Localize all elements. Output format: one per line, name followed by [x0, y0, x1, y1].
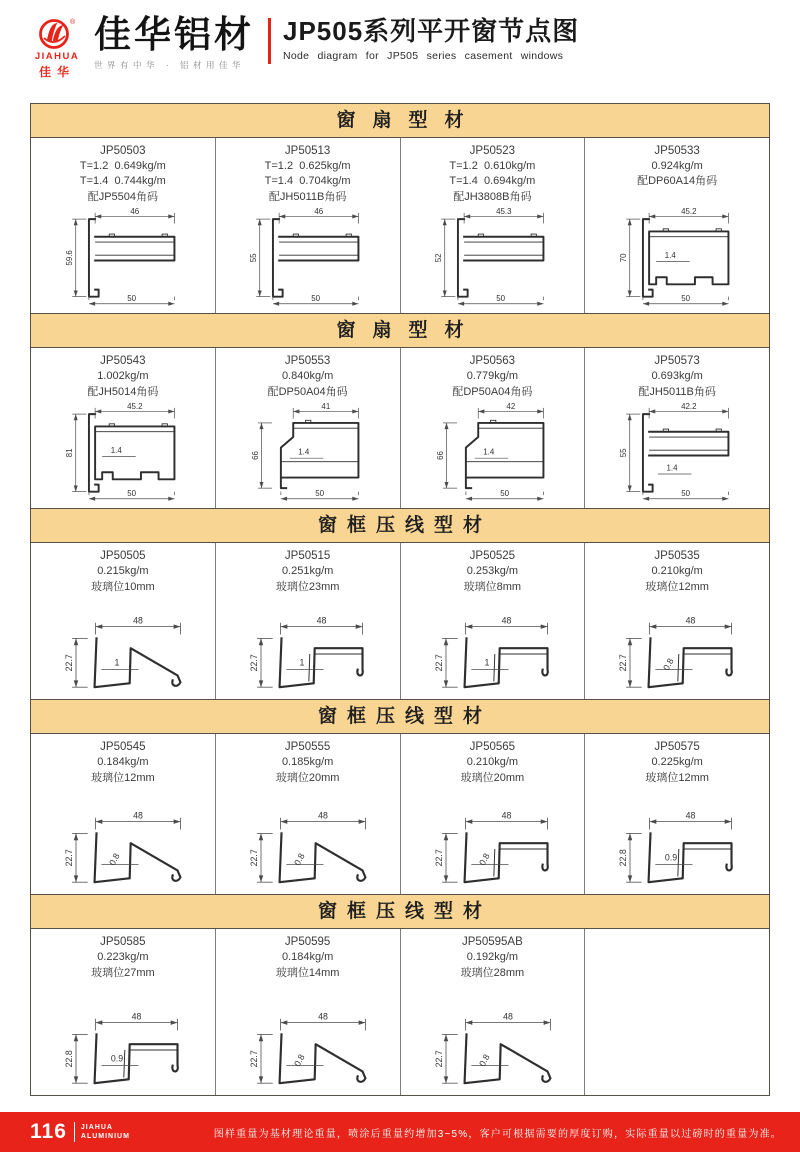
jiahua-logo-icon: [35, 16, 79, 50]
profile-cell: [31, 348, 215, 508]
page-footer: [0, 1112, 800, 1152]
dim-label: 22.7: [64, 849, 75, 867]
profile-code: JP50505: [100, 550, 146, 563]
profile-cell: [400, 138, 585, 313]
profile-spec: 玻璃位12mm: [645, 580, 709, 593]
section-title: 窗扇型材: [336, 320, 481, 342]
dim-label: 50: [681, 294, 690, 304]
profile-spec: 玻璃位14mm: [275, 966, 340, 979]
profile-spec: 0.192kg/m: [466, 951, 519, 964]
profile-cell: [31, 734, 215, 894]
profile-spec: 玻璃位8mm: [463, 580, 522, 593]
dim-label: 50: [681, 489, 690, 499]
registered-mark: ®: [70, 19, 76, 26]
page-number: 116: [30, 1120, 67, 1143]
dim-label: 48: [131, 1011, 142, 1022]
brand-cn: 佳华: [38, 65, 75, 79]
profile-cell: [215, 543, 400, 699]
section-title: 窗框压线型材: [317, 515, 492, 537]
profile-spec: 0.184kg/m: [281, 951, 334, 964]
profile-spec: T=1.4 0.694kg/m: [449, 175, 536, 188]
profile-spec: T=1.2 0.649kg/m: [79, 160, 166, 173]
footer-brand-line1: JIAHUA: [80, 1123, 113, 1131]
brand-logo: [28, 16, 86, 80]
profile-diagram: [413, 400, 572, 504]
dim-label: 1: [299, 657, 305, 668]
dim-label: 46: [314, 207, 324, 217]
profile-diagram: [35, 1009, 211, 1091]
profile-cell: [400, 929, 585, 1095]
profile-spec: 0.225kg/m: [651, 756, 703, 769]
profile-cell: [584, 138, 769, 313]
dim-label: 1.4: [483, 447, 495, 457]
profile-spec: 0.693kg/m: [651, 370, 703, 383]
footer-brand: [81, 1123, 130, 1141]
dim-label: 50: [496, 294, 506, 304]
dim-label: 59.6: [64, 250, 74, 266]
profile-diagram: [44, 205, 203, 309]
dim-label: 48: [133, 615, 143, 626]
profile-code: JP50503: [100, 145, 146, 157]
dim-label: 41: [321, 401, 331, 411]
dim-label: 0.9: [110, 1053, 124, 1064]
profile-spec: 0.210kg/m: [651, 565, 703, 578]
profile-spec: 0.184kg/m: [97, 756, 149, 769]
footer-brand-line2: ALUMINIUM: [80, 1133, 130, 1140]
profile-spec: T=1.2 0.610kg/m: [449, 160, 536, 173]
dim-label: 22.7: [64, 654, 75, 672]
dim-label: 22.7: [433, 849, 444, 867]
profile-code: JP50555: [284, 741, 331, 754]
dim-label: 48: [317, 810, 328, 821]
profile-cell: [584, 543, 769, 699]
dim-label: 22.8: [64, 1050, 75, 1068]
dim-label: 48: [502, 1011, 513, 1022]
title-block: [283, 16, 579, 62]
dim-label: 48: [133, 810, 143, 821]
profile-diagram: [598, 400, 757, 504]
dim-label: 48: [316, 615, 327, 626]
dim-label: 42.2: [680, 401, 697, 411]
dim-label: 1.4: [110, 446, 122, 456]
profile-cell: [584, 929, 769, 1095]
profile-spec: 配JH5011B角码: [638, 385, 716, 398]
profile-cell: [215, 138, 400, 313]
profile-spec: 配JH5011B角码: [268, 190, 347, 203]
dim-label: 0.8: [476, 1052, 492, 1069]
page-title: JP505系列平开窗节点图: [283, 16, 580, 46]
dim-label: 66: [251, 451, 261, 461]
profile-row: [30, 348, 770, 508]
dim-label: 1: [114, 657, 120, 668]
dim-label: 50: [315, 489, 325, 499]
dim-label: 22.7: [248, 849, 259, 867]
dim-label: 42: [506, 401, 516, 411]
dim-label: 1: [484, 657, 489, 668]
profile-spec: 1.002kg/m: [97, 370, 149, 383]
profile-spec: T=1.4 0.704kg/m: [264, 175, 351, 188]
profile-spec: 玻璃位20mm: [460, 771, 525, 784]
profile-code: JP50595: [284, 936, 331, 949]
dim-label: 46: [129, 207, 139, 217]
profile-code: JP50523: [469, 145, 516, 157]
profile-spec: 0.840kg/m: [281, 370, 334, 383]
dim-label: 1.4: [666, 463, 678, 473]
section-title: 窗框压线型材: [317, 901, 492, 923]
dim-label: 22.7: [618, 654, 629, 672]
dim-label: 1.4: [664, 251, 676, 261]
dim-label: 45.2: [680, 207, 697, 217]
profile-spec: 配DP50A04角码: [452, 385, 533, 398]
dim-label: 1.4: [298, 447, 310, 457]
profile-diagram: [220, 613, 396, 695]
profile-cell: [31, 138, 215, 313]
profile-code: JP50545: [100, 741, 146, 754]
dim-label: 22.7: [433, 1050, 444, 1068]
dim-label: 48: [501, 615, 511, 626]
profile-spec: 配JH5014角码: [87, 385, 159, 398]
dim-label: 70: [618, 253, 628, 263]
brand-name: 佳华铝材: [94, 14, 254, 55]
profile-code: JP50565: [469, 741, 516, 754]
profile-spec: 玻璃位28mm: [460, 966, 525, 979]
profile-diagram: [35, 808, 211, 890]
dim-label: 48: [685, 615, 696, 626]
section-header: [30, 699, 770, 734]
dim-label: 55: [249, 253, 259, 263]
profile-spec: 0.253kg/m: [466, 565, 519, 578]
profile-spec: 玻璃位23mm: [275, 580, 340, 593]
profile-diagram: [589, 808, 765, 890]
dim-label: 52: [434, 253, 444, 263]
profile-code: JP50585: [100, 936, 146, 949]
profile-cell: [584, 348, 769, 508]
profile-cell: [400, 543, 585, 699]
dim-label: 48: [501, 810, 511, 821]
profile-cell: [215, 734, 400, 894]
dim-label: 55: [618, 448, 628, 458]
dim-label: 22.7: [248, 1050, 259, 1068]
brand-tagline: 世界有中华 · 铝材用佳华: [94, 59, 246, 70]
dim-label: 22.8: [618, 849, 629, 867]
profile-spec: 0.251kg/m: [281, 565, 334, 578]
profile-spec: 玻璃位27mm: [91, 966, 155, 979]
page-subtitle: Node diagram for JP505 series casement windows: [283, 49, 564, 62]
profile-spec: 配JH3808B角码: [453, 190, 532, 203]
profile-diagram: [405, 808, 581, 890]
profile-code: JP50573: [654, 355, 700, 368]
profile-cell: [31, 929, 215, 1095]
dim-label: 50: [126, 294, 136, 304]
profile-code: JP50533: [654, 145, 700, 157]
dim-label: 0.8: [291, 851, 307, 868]
profile-code: JP50525: [469, 550, 516, 563]
dim-label: 50: [126, 489, 136, 499]
dim-label: 0.9: [665, 852, 678, 863]
dim-label: 48: [685, 810, 696, 821]
brand-en: JIAHUA: [34, 51, 80, 62]
profile-spec: 0.210kg/m: [466, 756, 519, 769]
profile-spec: 玻璃位20mm: [275, 771, 340, 784]
dim-label: 0.8: [661, 656, 676, 673]
profile-diagram: [405, 613, 581, 695]
profile-code: JP50595AB: [462, 936, 523, 949]
profile-cell: [215, 929, 400, 1095]
dim-label: 0.8: [476, 851, 492, 868]
profile-spec: 玻璃位12mm: [91, 771, 155, 784]
profile-cell: [31, 543, 215, 699]
profile-spec: 0.223kg/m: [97, 951, 149, 964]
profile-spec: 0.215kg/m: [97, 565, 149, 578]
section-title: 窗框压线型材: [317, 706, 492, 728]
dim-label: 22.7: [433, 654, 444, 672]
profile-code: JP50553: [284, 355, 331, 368]
page-header: [28, 16, 579, 80]
section-title: 窗扇型材: [336, 110, 481, 131]
profile-diagram: [228, 205, 387, 309]
section-header: [30, 508, 770, 543]
section-header: [30, 313, 770, 348]
dim-label: 0.8: [291, 1052, 307, 1069]
profile-spec: T=1.2 0.625kg/m: [264, 160, 351, 173]
profile-code: JP50543: [100, 355, 146, 368]
profile-cell: [584, 734, 769, 894]
profile-row: [30, 929, 770, 1096]
profile-diagram: [35, 613, 211, 695]
profile-diagram: [220, 808, 396, 890]
profile-diagram: [228, 400, 387, 504]
profile-spec: 0.924kg/m: [651, 160, 703, 173]
profile-diagram: [405, 1009, 581, 1091]
header-divider: [268, 18, 271, 64]
profile-cell: [215, 348, 400, 508]
section-header: [30, 103, 770, 138]
profile-spec: 玻璃位12mm: [645, 771, 709, 784]
dim-label: 81: [64, 448, 74, 458]
profile-spec: 玻璃位10mm: [91, 580, 155, 593]
profile-code: JP50535: [654, 550, 700, 563]
profile-cell: [400, 734, 585, 894]
profile-code: JP50563: [469, 355, 516, 368]
page-number-block: [30, 1120, 130, 1144]
brand-block: [94, 16, 254, 71]
profile-spec: 配JP5504角码: [87, 190, 159, 203]
dim-label: 48: [317, 1011, 328, 1022]
profile-row: [30, 734, 770, 894]
profile-spec: 配DP50A04角码: [267, 385, 348, 398]
profile-diagram: [589, 613, 765, 695]
profile-spec: T=1.4 0.744kg/m: [79, 175, 166, 188]
profile-spec: 配DP60A14角码: [637, 175, 718, 188]
dim-label: 0.8: [107, 851, 122, 868]
profile-diagram: [220, 1009, 396, 1091]
profile-code: JP50515: [284, 550, 331, 563]
profile-code: JP50513: [284, 145, 331, 157]
profile-row: [30, 138, 770, 313]
profile-diagram: [413, 205, 572, 309]
profile-spec: 0.779kg/m: [466, 370, 519, 383]
dim-label: 45.2: [126, 401, 143, 411]
dim-label: 66: [436, 451, 446, 461]
profile-spec: 0.185kg/m: [281, 756, 334, 769]
section-header: [30, 894, 770, 929]
footer-note: 图样重量为基材理论重量，喷涂后重量约增加3~5%，客户可根据需要的厚度订购，实际重量以过磅时的重量为准。: [213, 1128, 782, 1140]
dim-label: 50: [500, 489, 510, 499]
dim-label: 50: [311, 294, 321, 304]
profile-diagram: [598, 205, 757, 309]
profile-row: [30, 543, 770, 699]
profile-code: JP50575: [654, 741, 700, 754]
profile-diagram: [44, 400, 203, 504]
dim-label: 45.3: [496, 207, 512, 217]
footer-divider: [74, 1122, 75, 1142]
profile-table: [30, 103, 770, 1096]
profile-cell: [400, 348, 585, 508]
dim-label: 22.7: [248, 654, 259, 672]
